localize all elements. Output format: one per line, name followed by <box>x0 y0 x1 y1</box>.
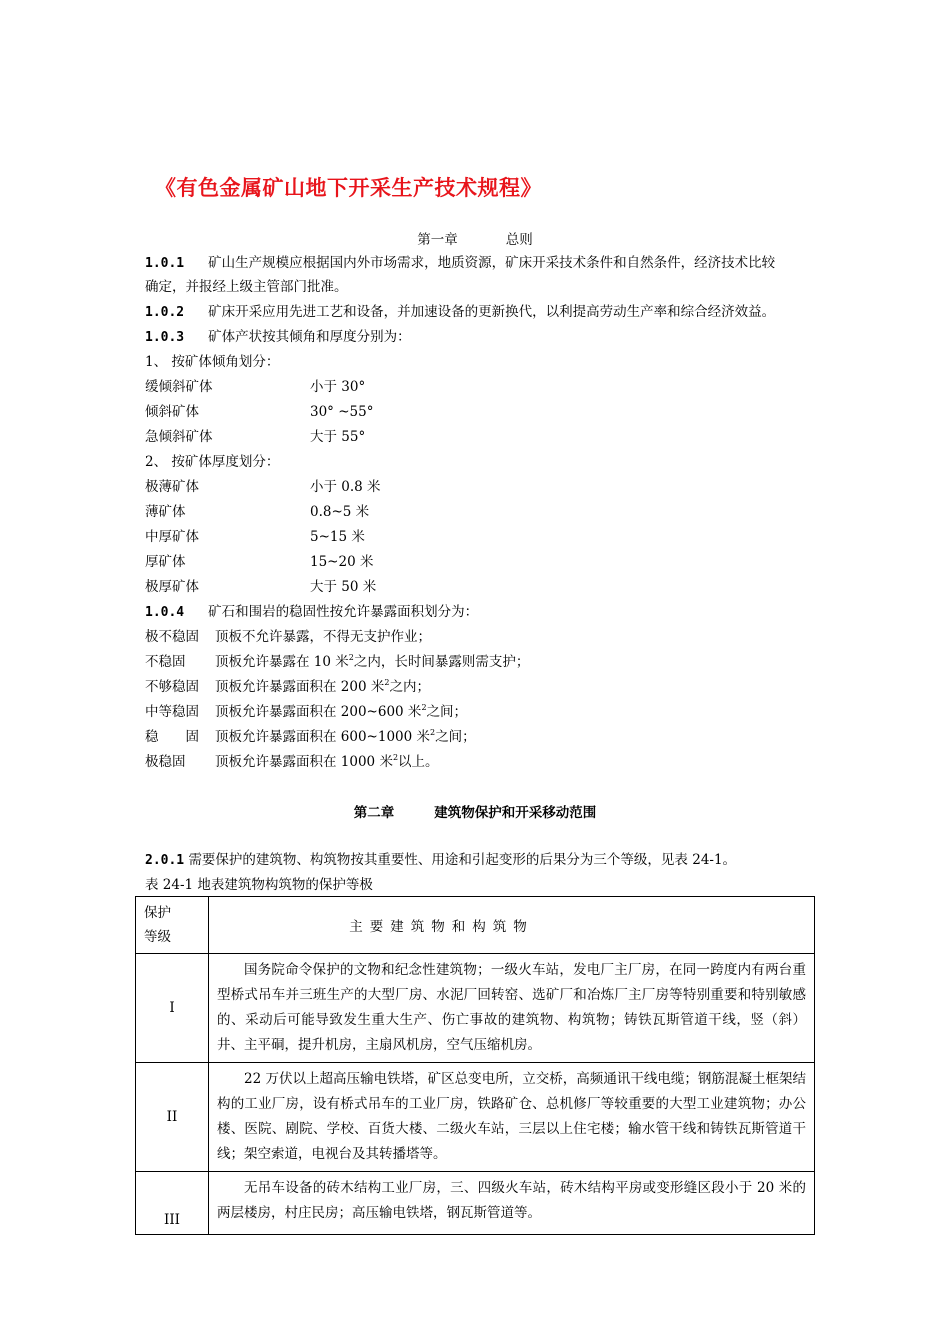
dip-row <box>145 428 213 446</box>
section-1-0-1-cont: 确定，并报经上级主管部门批准。 <box>145 279 348 295</box>
thickness-value: 大于 50 米 <box>310 579 377 595</box>
chapter-1-label: 第一章 <box>417 232 458 248</box>
superscript: 2 <box>392 753 399 762</box>
table-caption: 表 24-1 地表建筑物构筑物的保护等极 <box>145 877 373 893</box>
dip-row <box>145 378 213 396</box>
stability-desc: 顶板允许暴露面积在 600~1000 米 <box>215 729 431 745</box>
stability-row <box>145 628 431 646</box>
chapter-1-heading <box>0 228 950 248</box>
section-1-0-4 <box>145 603 478 622</box>
thickness-value: 0.8~5 米 <box>310 504 370 520</box>
dip-heading: 1、 按矿体倾角划分： <box>145 354 280 370</box>
section-number: 1.0.3 <box>145 330 185 345</box>
chapter-2-name: 建筑物保护和开采移动范围 <box>434 805 597 821</box>
table-row <box>136 1063 815 1172</box>
dip-name: 倾斜矿体 <box>145 404 199 420</box>
thickness-name: 极薄矿体 <box>145 479 199 495</box>
stability-desc-end: 之间； <box>426 704 468 720</box>
stability-desc-end: 以上。 <box>398 754 439 770</box>
stability-name: 不够稳固 <box>145 679 199 695</box>
table-row <box>136 954 815 1063</box>
superscript: 2 <box>421 703 427 712</box>
desc-cell: 无吊车设备的砖木结构工业厂房，三、四级火车站，砖木结构平房或变形缝区段小于 20 米的两层楼房，村庄民房；高压输电铁塔，钢瓦斯管道等。 <box>209 1172 815 1235</box>
section-number: 2.0.1 <box>145 853 185 868</box>
table-header-row <box>136 897 815 954</box>
header-desc: 主要建筑物和构筑物 <box>209 897 815 954</box>
stability-name: 稳 固 <box>145 729 199 745</box>
header-grade-line2: 等级 <box>144 929 171 945</box>
desc-cell: 国务院命令保护的文物和纪念性建筑物；一级火车站，发电厂主厂房，在同一跨度内有两台重型桥式吊车并三班生产的大型厂房、水泥厂回转窑、选矿厂和冶炼厂主厂房等特别重要和特别敏感的、采动后可能导致发生重大生产、伤亡事故的建筑物、构筑物；铸铁瓦斯管道干线，竖（斜）井、主平硐，提升机房，主扇风机房，空气压缩机房。 <box>209 954 815 1063</box>
dip-row <box>145 403 199 421</box>
thickness-name: 薄矿体 <box>145 504 186 520</box>
thickness-heading: 2、 按矿体厚度划分： <box>145 454 280 470</box>
thickness-name: 中厚矿体 <box>145 529 199 545</box>
stability-name: 极不稳固 <box>145 629 199 645</box>
header-grade <box>136 897 209 954</box>
section-number: 1.0.1 <box>145 256 185 271</box>
dip-value: 大于 55° <box>310 429 366 445</box>
stability-desc: 顶板允许暴露面积在 200~600 米 <box>215 704 422 720</box>
stability-name: 不稳固 <box>145 654 186 670</box>
chapter-2-heading <box>0 801 950 821</box>
superscript: 2 <box>430 728 436 737</box>
thickness-name: 极厚矿体 <box>145 579 199 595</box>
stability-name: 极稳固 <box>145 754 186 770</box>
stability-desc-end: 之间； <box>435 729 476 745</box>
section-1-0-2 <box>145 303 775 322</box>
section-text: 需要保护的建筑物、构筑物按其重要性、用途和引起变形的后果分为三个等级，见表 24-1。 <box>188 852 737 868</box>
superscript: 2 <box>384 678 390 687</box>
protection-grade-table <box>135 896 815 1235</box>
stability-desc: 顶板允许暴露在 10 米 <box>215 654 349 670</box>
thickness-value: 5~15 米 <box>310 529 365 545</box>
grade-cell: II <box>136 1063 209 1172</box>
thickness-value: 15~20 米 <box>310 554 374 570</box>
section-text: 矿山生产规模应根据国内外市场需求，地质资源，矿床开采技术条件和自然条件，经济技术比较 <box>208 255 776 271</box>
superscript: 2 <box>348 653 354 662</box>
dip-name: 缓倾斜矿体 <box>145 379 213 395</box>
dip-name: 急倾斜矿体 <box>145 429 213 445</box>
section-text: 矿体产状按其倾角和厚度分别为： <box>208 329 411 345</box>
dip-value: 30° ~55° <box>310 404 374 420</box>
section-number: 1.0.2 <box>145 305 185 320</box>
stability-row <box>145 678 430 696</box>
table-row <box>136 1172 815 1235</box>
grade-cell: III <box>136 1172 209 1235</box>
section-1-0-1 <box>145 254 775 273</box>
section-number: 1.0.4 <box>145 605 185 620</box>
desc-cell: 22 万伏以上超高压输电铁塔，矿区总变电所，立交桥，高频通讯干线电缆；钢筋混凝土框架结构的工业厂房，设有桥式吊车的工业厂房，铁路矿仓、总机修厂等较重要的大型工业建筑物；办公楼、医院、剧院、学校、百货大楼、二级火车站，三层以上住宅楼；输水管干线和铸铁瓦斯管道干线；架空索道，电视台及其转播塔等。 <box>209 1063 815 1172</box>
chapter-2-label: 第二章 <box>353 805 395 821</box>
thickness-name: 厚矿体 <box>145 554 186 570</box>
thickness-value: 小于 0.8 米 <box>310 479 381 495</box>
section-text: 矿石和围岩的稳固性按允许暴露面积划分为： <box>208 604 479 620</box>
section-2-0-1 <box>145 851 736 870</box>
stability-desc: 顶板允许暴露面积在 200 米 <box>215 679 385 695</box>
stability-desc-end: 之内； <box>389 679 430 695</box>
stability-desc: 顶板允许暴露面积在 1000 米 <box>215 754 393 770</box>
dip-value: 小于 30° <box>310 379 366 395</box>
grade-cell: I <box>136 954 209 1063</box>
stability-desc: 顶板不允许暴露，不得无支护作业； <box>215 629 431 645</box>
stability-row <box>145 653 529 671</box>
stability-row <box>145 753 439 771</box>
section-text: 矿床开采应用先进工艺和设备，并加速设备的更新换代，以利提高劳动生产率和综合经济效益。 <box>208 304 776 320</box>
chapter-1-name: 总则 <box>505 232 533 248</box>
document-title: 《有色金属矿山地下开采生产技术规程》 <box>155 176 542 200</box>
stability-name: 中等稳固 <box>145 704 199 720</box>
stability-row <box>145 703 467 721</box>
header-grade-line1: 保护 <box>144 905 171 921</box>
stability-row <box>145 728 476 746</box>
section-1-0-3 <box>145 328 411 347</box>
stability-desc-end: 之内，长时间暴露则需支护； <box>353 654 530 670</box>
